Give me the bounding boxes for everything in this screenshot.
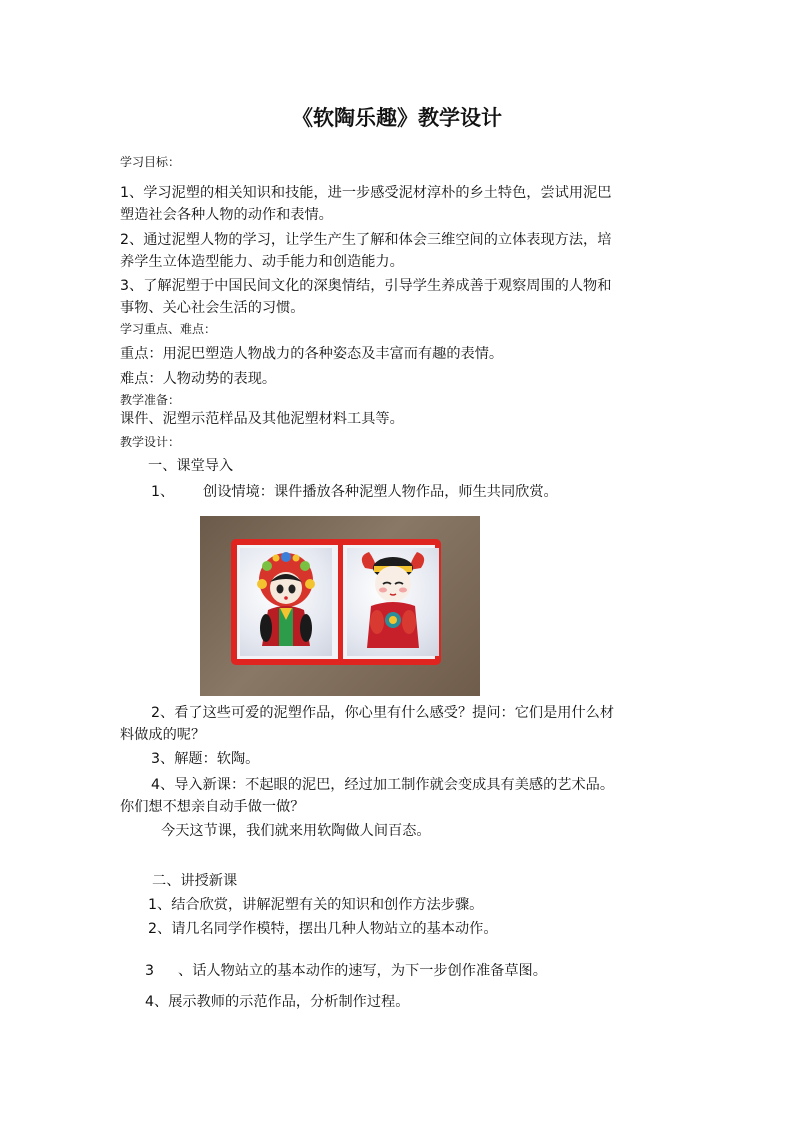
clay-figures-photo [200,516,480,696]
key-point: 重点：用泥巴塑造人物战力的各种姿态及丰富而有趣的表情。 [120,346,504,362]
left-pane [240,548,332,656]
step-1-text: 创设情境：课件播放各种泥塑人物作品，师生共同欣赏。 [203,484,558,500]
right-pane [347,548,439,656]
opera-girl-figure [240,548,332,656]
goal-1-line-1: 1、学习泥塑的相关知识和技能，进一步感受泥材淳朴的乡土特色，尝试用泥巴 [120,185,612,201]
goal-3-line-1: 3、了解泥塑于中国民间文化的深奥情结，引导学生养成善于观察周围的人物和 [120,278,612,294]
difficult-point: 难点：人物动势的表现。 [120,371,277,387]
keypoints-heading: 学习重点、难点： [120,322,217,336]
goal-2-line-2: 养学生立体造型能力、动手能力和创造能力。 [120,254,404,270]
step-1-number: 1、 [151,484,175,500]
design-heading: 教学设计： [120,435,181,449]
section-2-item-2: 2、请几名同学作模特，摆出几种人物站立的基本动作。 [148,921,498,937]
goal-3-line-2: 事物、关心社会生活的习惯。 [120,300,305,316]
step-3: 3、解题：软陶。 [151,751,260,767]
opera-boy-figure [347,548,439,656]
prep-text: 课件、泥塑示范样品及其他泥塑材料工具等。 [120,411,404,427]
section-2-item-1: 1、结合欣赏，讲解泥塑有关的知识和创作方法步骤。 [148,897,484,913]
section-2-item-3-number: 3 [145,963,155,979]
goal-1-line-2: 塑造社会各种人物的动作和表情。 [120,207,333,223]
goals-heading: 学习目标： [120,155,181,169]
section-2-item-4: 4、展示教师的示范作品，分析制作过程。 [145,994,410,1010]
section-1-heading: 一、课堂导入 [148,458,234,474]
step-4-line-1: 4、导入新课：不起眼的泥巴，经过加工制作就会变成具有美感的艺术品。 [151,777,615,793]
goal-2-line-1: 2、通过泥塑人物的学习，让学生产生了解和体会三维空间的立体表现方法，培 [120,232,612,248]
step-2-line-1: 2、看了这些可爱的泥塑作品，你心里有什么感受？提问：它们是用什么材 [151,705,615,721]
frame-divider [338,545,343,659]
document-title: 《软陶乐趣》教学设计 [292,105,502,130]
today-lesson: 今天这节课，我们就来用软陶做人间百态。 [161,823,431,839]
section-2-heading: 二、讲授新课 [152,873,238,889]
prep-heading: 教学准备： [120,393,181,407]
red-clay-frame [231,539,441,665]
step-2-line-2: 料做成的呢？ [120,727,206,743]
section-2-item-3-text: 、话人物站立的基本动作的速写，为下一步创作准备草图。 [178,963,547,979]
step-4-line-2: 你们想不想亲自动手做一做？ [120,799,305,815]
